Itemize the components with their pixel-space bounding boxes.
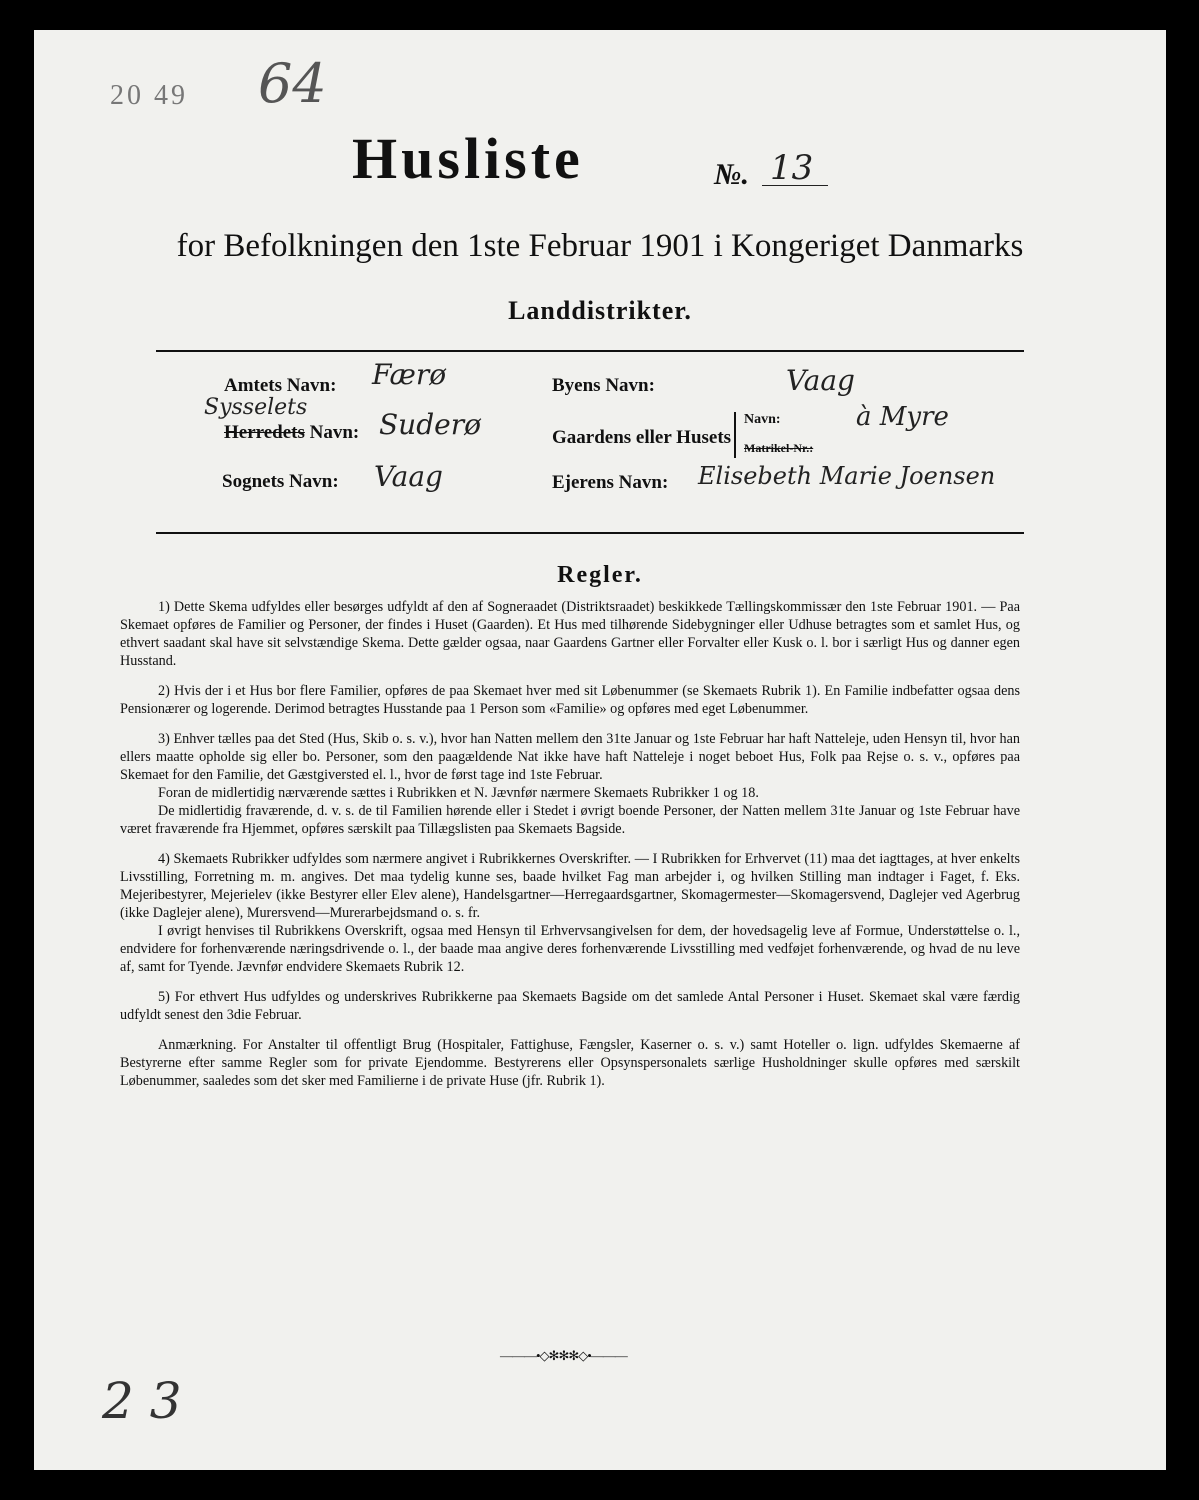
- number-underline: [762, 185, 828, 186]
- rule-3-note-absent: De midlertidig fraværende, d. v. s. de til Familien hørende eller i Stedet i øvrigt boende Personer, der Natten mellem 31te Januar og 1ste Februar have været fraværende fra Hjemmet, opføres særskilt paa Tillægslisten paa Skemaets Bagside.: [120, 803, 1020, 837]
- ejer-label: Ejerens Navn:: [552, 472, 669, 493]
- amt-value: Færø: [372, 358, 447, 391]
- ornament-divider: ———•◇✻✻✻◇•———: [500, 1348, 627, 1363]
- by-value: Vaag: [786, 364, 855, 397]
- rule-3-note-n: Foran de midlertidig nærværende sættes i Rubrikken et N. Jævnfør nærmere Skemaets Rubrikker 1 og 18.: [158, 785, 759, 801]
- herred-value: Suderø: [379, 408, 481, 441]
- gaard-bracket: [734, 412, 736, 458]
- herred-label-struck: Herredets: [224, 422, 305, 443]
- number-label: №.: [714, 158, 749, 191]
- sogn-label: Sognets Navn:: [222, 471, 339, 492]
- handwritten-page-number: 64: [258, 52, 327, 115]
- sogn-value: Vaag: [374, 460, 443, 493]
- archive-pencil-number: 20 49: [110, 80, 188, 111]
- herred-label: [224, 422, 359, 444]
- gaard-navn-label: Navn:: [744, 412, 781, 427]
- rule-5: 5) For ethvert Hus udfyldes og underskrives Rubrikkerne paa Skemaets Bagside om det samlede Antal Personer i Huset. Skemaet skal være færdig udfyldt senest den 3die Februar.: [120, 989, 1020, 1023]
- subtitle-text: for Befolkningen den 1ste Februar 1901 i Kongeriget Danmarks: [176, 228, 1024, 264]
- gaard-navn-value: à Myre: [856, 402, 949, 432]
- census-form-page: [34, 30, 1166, 1470]
- amt-label: Amtets Navn:: [224, 375, 337, 396]
- number-value: 13: [770, 148, 814, 188]
- form-district: Landdistrikter.: [508, 296, 692, 325]
- sysselets-handwritten: Sysselets: [204, 395, 308, 420]
- top-rule: [156, 350, 1024, 352]
- rule-3: 3) Enhver tælles paa det Sted (Hus, Skib o. s. v.), hvor han Natten mellem den 31te Januar og 1ste Februar har haft Natteleje, uden Hensyn til, hvor han ellers maatte opholde sig eller bo. Personer, som den paagældende Nat ikke have haft Natteleje i noget beboet Hus, Folk paa Rejse o. s. v., opføres paa Skemaet for den Familie, det Gæstgiversted el. l., hvor de først tage ind 1ste Februar.: [120, 731, 1020, 783]
- rule-4-note: I øvrigt henvises til Rubrikkens Overskrift, ogsaa med Hensyn til Erhvervsangivelsen for dem, der hovedsagelig leve af Formue, Understøttelse o. l., endvidere for forhenværende næringsdrivende o. l., der baade maa angive deres forhenværende Livsstilling med vedføjet forhenværende, og hvad de nu leve af, samt for Tyende. Jævnfør endvidere Skemaets Rubrik 12.: [120, 923, 1020, 975]
- rules-body: [120, 598, 1020, 1102]
- form-subtitle: [34, 228, 1166, 265]
- herred-label-suffix: Navn:: [309, 422, 360, 443]
- bottom-rule: [156, 532, 1024, 534]
- gaard-label: Gaardens eller Husets: [552, 427, 732, 448]
- rule-2: 2) Hvis der i et Hus bor flere Familier, opføres de paa Skemaet hver med sit Løbenummer (se Skemaets Rubrik 1). En Familie indbefatter ogsaa dens Pensionærer og logerende. Derimod betragtes Husstande paa 1 Person som «Familie» og opføres med eget Løbenummer.: [120, 683, 1020, 717]
- rules-heading: Regler.: [557, 562, 643, 588]
- handwritten-page-numbers: 2 3: [102, 1372, 182, 1430]
- matrikel-label-struck: Matrikel-Nr.:: [744, 441, 814, 455]
- ejer-value: Elisebeth Marie Joensen: [698, 462, 996, 490]
- by-label: Byens Navn:: [552, 375, 655, 396]
- form-title: Husliste: [352, 126, 584, 191]
- rule-4: 4) Skemaets Rubrikker udfyldes som nærmere angivet i Rubrikkernes Overskrifter. — I Rubrikken for Erhvervet (11) maa det iagttages, at hver enkelts Livsstilling, Forretning m. m. angives. Det maa tydelig kunne ses, baade hvilket Fag man arbejder i, og hvilken Stilling man indtager i Faget, f. Eks. Mejeribestyrer, Mejerielev (ikke Bestyrer eller Elev alene), Handelsgartner—Herregaardsgartner, Skomagermester—Skomagersvend, Daglejer ved Agerbrug (ikke Daglejer alene), Murersvend—Murerarbejdsmand o. s. fr.: [120, 851, 1020, 921]
- remark: Anmærkning. For Anstalter til offentligt Brug (Hospitaler, Fattighuse, Fængsler, Kaserner o. s. v.) samt Hoteller o. lign. udfyldes Skemaerne af Bestyrerne efter samme Regler som for private Ejendomme. Bestyrerens eller Opsynspersonalets særlige Husholdninger skulle opføres med særskilt Løbenummer, saaledes som det sker med Familierne i de private Huse (jfr. Rubrik 1).: [120, 1037, 1020, 1089]
- rule-1: 1) Dette Skema udfyldes eller besørges udfyldt af den af Sogneraadet (Distriktsraadet) beskikkede Tællingskommissær den 1ste Februar 1901. — Paa Skemaet opføres de Familier og Personer, der findes i Huset (Gaarden). Et Hus med tilhørende Sidebygninger eller Udhuse betragtes som et samlet Hus, og ethvert saadant skal have sit selvstændige Skema. Dette gælder ogsaa, naar Gaardens Gartner eller Forvalter eller Kusk o. l. bor i særligt Hus og danner egen Husstand.: [120, 599, 1020, 669]
